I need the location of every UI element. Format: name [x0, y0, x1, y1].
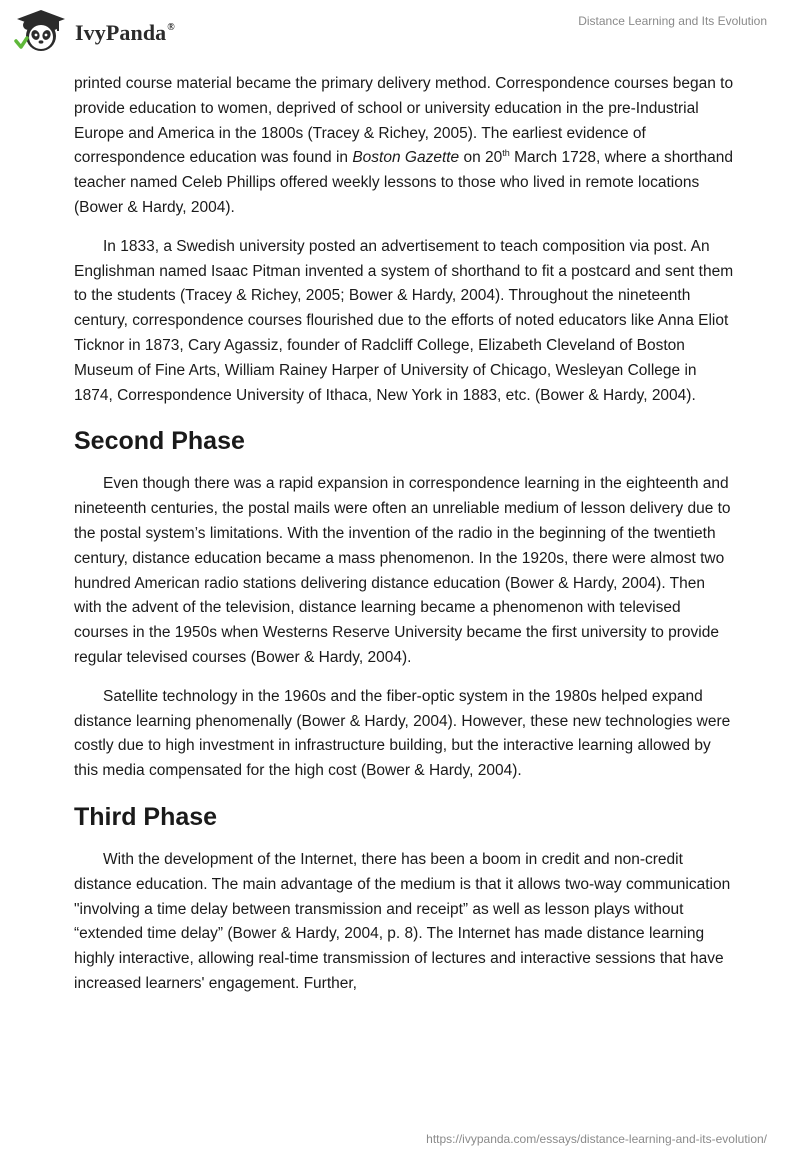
paragraph-continuation: printed course material became the primary delivery method. Correspondence courses began to provide education to women, deprived of school or university education in the pre-Industrial Europe and America in the 1800s (Tracey & Richey, 2005). The earliest evidence of correspondence education was found in Boston Gazette on 20th March 1728, where a shorthand teacher named Celeb Phillips offered weekly lessons to those who lived in remote locations (Bower & Hardy, 2004). [74, 75, 734, 216]
paragraph-1833: In 1833, a Swedish university posted an advertisement to teach composition via post. An Englishman named Isaac Pitman invented a system of shorthand to fit a postcard and sent them to the students (Tracey & Richey, 2005; Bower & Hardy, 2004). Throughout the nineteenth century, correspondence courses flourished due to the efforts of noted educators like Anna Eliot Ticknor in 1873, Cary Agassiz, founder of Radcliff College, Elizabeth Cleveland of Boston Museum of Fine Arts, William Rainey Harper of University of Chicago, Wesleyan College in 1874, Correspondence University of Ithaca, New York in 1883, etc. (Bower & Hardy, 2004). [74, 237, 734, 404]
source-url[interactable]: https://ivypanda.com/essays/distance-learning-and-its-evolution/ [426, 1132, 767, 1146]
heading-third-phase: Third Phase [74, 802, 218, 831]
paragraph-satellite: Satellite technology in the 1960s and the fiber-optic system in the 1980s helped expand distance learning phenomenally (Bower & Hardy, 2004). However, these new technologies were costly due to high investment in infrastructure building, but the interactive learning allowed by this media compensated for the high cost (Bower & Hardy, 2004). [74, 687, 731, 780]
document-title: Distance Learning and Its Evolution [578, 14, 767, 28]
paragraph-radio-television: Even though there was a rapid expansion in correspondence learning in the eighteenth and nineteenth centuries, the postal mails were often an unreliable medium of lesson delivery due to the postal system’s limitations. With the invention of the radio in the beginning of the twentieth century, distance education became a mass phenomenon. In the 1920s, there were almost two hundred American radio stations delivering distance education (Bower & Hardy, 2004). Then with the advent of the television, distance learning became a phenomenon with televised courses in the 1950s when Westerns Reserve University became the first university to provide regular televised courses (Bower & Hardy, 2004). [74, 475, 731, 666]
brand-name: IvyPanda® [75, 20, 175, 45]
page-header [0, 0, 800, 70]
panda-graduate-icon [13, 8, 69, 54]
essay-body [74, 72, 734, 1011]
heading-second-phase: Second Phase [74, 427, 245, 456]
paragraph-internet: With the development of the Internet, there has been a boom in credit and non-credit distance education. The main advantage of the medium is that it allows two-way communication "involving a time delay between transmission and receipt” as well as lesson plays without “extended time delay” (Bower & Hardy, 2004, p. 8). The Internet has made distance learning highly interactive, allowing real-time transmission of lectures and interactive sessions that have increased learners' engagement. Further, [74, 850, 731, 992]
ivypanda-logo[interactable] [13, 8, 175, 54]
